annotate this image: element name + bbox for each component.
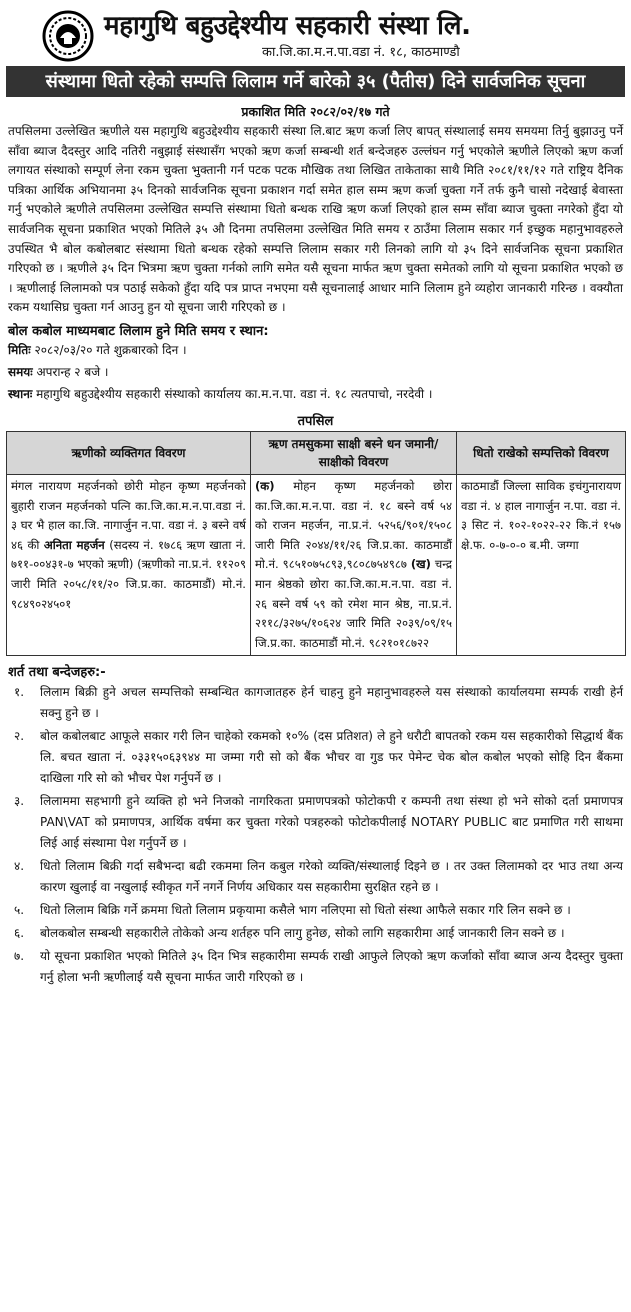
notice-body: तपसिलमा उल्लेखित ऋणीले यस महागुथि बहुउद्देश्यीय सहकारी संस्था लि.बाट ऋण कर्जा लिए बापत् संस्थालाई समय समयमा तिर्नु बुझाउनु पर्ने साँवा ब्याज दैदस्तुर आदि नतिरी नबुझाई संस्थासँग भएको ऋण कर्जा सम्बन्धी शर्त बन्देजहरु उल्लंघन गर्नु भएकोले ऋणीले लिएको ऋण कर्जा लगायत संस्थाको सम्पूर्ण लेना रकम चुक्ता भुक्तानी गर्न पटक पटक मौखिक तथा लिखित ताकेताका साथै मिति २०८१/११/१२ गते राष्ट्रिय दैनिक पत्रिका आर्थिक अभियानमा ३५ दिनको सार्वजनिक सूचना प्रकाशन गर्दा समेत हाल सम्म ऋण कर्जा चुक्ता गर्ने तर्फ कुनै चासो नदेखाई बेवास्ता गर्नु भएकोले ऋणीले तपसिलमा उल्लेखित सम्पत्ति संस्थामा धितो बन्धक राखि ऋण कर्जा लिएको हाल सम्म साँवा ब्याज चुक्ता नगरेको हुँदा यो सार्वजनिक सूचना प्रकाशित भएको मितिले ३५ औ दिनमा तपसिलमा उल्लेखित मिति समय र ठाउँमा लिलाम सकार गर्न इच्छुक महानुभावहरुले उपस्थित भै बोल कबोलबाट संस्थामा धितो बन्धक रहेको सम्पत्ति लिलाम सकार गरी लिनको लागि यो ३५ दिने सार्वजनिक सूचना प्रकाशित गरिएको छ । ऋणीले ३५ दिन भित्रमा ऋण चुक्ता गर्नको लागि समेत यसै सूचना मार्फत ऋण चुक्ता समेतको लागि यो सूचना प्रकाशित भएको छ । ऋणीलाई लिलामको पत्र पठाई सकेको हुँदा यदि पत्र प्राप्त नभएमा यसै सूचनालाई आधार मानि लिलाम हुने व्यहोरा जानकारी गरिन्छ । वक्यौता रकम यथासिघ्र चुक्ता गर्न आउनु हुन यो सूचना जारी गरिएको छ । bbox=[8, 124, 623, 315]
term-number: ३. bbox=[14, 794, 25, 809]
auction-place-label: स्थानः bbox=[8, 386, 33, 401]
term-text: धितो लिलाम बिक्री गर्दा सबैभन्दा बढी रकममा लिन कबुल गरेको व्यक्ति/संस्थालाई दिइने छ । तर उक्त लिलामको दर भाउ तथा अन्य कारण खुलाई वा नखुलाई स्वीकृत गर्ने नगर्ने निर्णय अधिकार यस सहकारीमा सुरक्षित रहने छ । bbox=[40, 859, 623, 895]
term-text: धितो लिलाम बिक्रि गर्ने क्रममा धितो लिलाम प्रकृयामा कसैले भाग नलिएमा सो धितो संस्था आफैले सकार गरि लिन सक्ने छ । bbox=[40, 903, 571, 918]
auction-time bbox=[8, 361, 623, 383]
cooperative-logo-icon bbox=[42, 10, 94, 62]
list-item bbox=[6, 682, 625, 724]
auction-time-label: समयः bbox=[8, 364, 33, 379]
term-text: बोल कबोलबाट आफूले सकार गरी लिन चाहेको रकमको १०% (दस प्रतिशत) ले हुने धरौटी बापतको रकम यस सहकारीको सिद्धार्थ बैंक लि. बचत खाता नं. ०३३१५०६३९४४ मा जम्मा गरी सो को बैंक भौचर वा गुड फर पेमेन्ट चेक बोल कबोल भएको सोहि दिन बैंकमा दाखिला गरि सो को भौचर पेश गर्नुपर्ने छ । bbox=[40, 729, 623, 786]
term-number: ५. bbox=[14, 903, 25, 918]
table-row bbox=[7, 474, 626, 655]
auction-place-value: महागुथि बहुउद्देश्यीय सहकारी संस्थाको कार्यालय का.म.न.पा. वडा नं. १८ त्यतपाचो, नरदेवी । bbox=[36, 386, 433, 401]
guarantor-a-label: (क) bbox=[255, 478, 275, 493]
term-number: ४. bbox=[14, 859, 25, 874]
column-header: ऋणीको व्यक्तिगत विवरण bbox=[7, 431, 251, 474]
auction-section-title: बोल कबोल माध्यमबाट लिलाम हुने मिति समय र स्थान: bbox=[8, 323, 269, 339]
list-item bbox=[6, 791, 625, 854]
term-text: लिलाम बिक्री हुने अचल सम्पत्तिको सम्बन्धित कागजातहरु हेर्न चाहनु हुने महानुभावहरुले यस संस्थाको कार्यालयमा सम्पर्क राखी हेर्न सक्नु हुने छ । bbox=[40, 685, 623, 721]
list-item bbox=[6, 900, 625, 921]
terms-list bbox=[6, 682, 625, 988]
term-text: यो सूचना प्रकाशित भएको मितिले ३५ दिन भित्र सहकारीमा सम्पर्क राखी आफुले लिएको ऋण कर्जाको साँवा ब्याज अन्य दैदस्तुर चुक्ता गर्नु होला भनी ऋणीलाई यसै सूचना मार्फत जारी गरिएको छ । bbox=[40, 949, 623, 985]
list-item bbox=[6, 946, 625, 988]
term-number: २. bbox=[14, 729, 25, 744]
list-item bbox=[6, 856, 625, 898]
list-item bbox=[6, 923, 625, 944]
list-item bbox=[6, 726, 625, 789]
auction-date-value: २०८२/०३/२० गते शुक्रबारको दिन । bbox=[34, 342, 187, 357]
term-text: बोलकबोल सम्बन्धी सहकारीले तोकेको अन्य शर्तहरु पनि लागु हुनेछ, सोको लागि सहकारीमा आई जानकारी लिन सक्ने छ । bbox=[40, 926, 565, 941]
borrower-details bbox=[7, 474, 251, 655]
notice-title: संस्थामा धितो रहेको सम्पत्ति लिलाम गर्ने बारेको ३५ (पैतीस) दिने सार्वजनिक सूचना bbox=[6, 66, 625, 97]
organization-address: का.जि.का.म.न.पा.वडा नं. १८, काठमाण्डौ bbox=[262, 45, 460, 60]
term-number: ७. bbox=[14, 949, 25, 964]
borrower-details-text: (सदस्य नं. १७८६ ऋण खाता नं. ७११-००४३१-७ भएको ऋणी) (ऋणीको ना.प्र.नं. ११२०९ जारी मिति २०५८/११/२० जि.प्र.का. काठमाडौं) मो.नं. ९८४९०२४५०१ bbox=[11, 537, 246, 611]
term-text: लिलाममा सहभागी हुने व्यक्ति हो भने निजको नागरिकता प्रमाणपत्रको फोटोकपी र कम्पनी तथा संस्था हो भने सोको दर्ता प्रमाणपत्र PAN\VAT को प्रमाणपत्र, आर्थिक वर्षमा कर चुक्ता गरेको पत्रहरुको फोटोकपीलाई NOTARY PUBLIC बाट प्रमाणित गरी साथमा लिई आई संस्थामा पेश गर्नुपर्ने छ । bbox=[40, 794, 623, 851]
column-header: ऋण तमसुकमा साक्षी बस्ने धन जमानी/साक्षीको विवरण bbox=[251, 431, 457, 474]
term-number: १. bbox=[14, 685, 25, 700]
guarantor-details bbox=[251, 474, 457, 655]
header bbox=[6, 4, 625, 66]
organization-name: महागुथि बहुउद्देश्यीय सहकारी संस्था लि. bbox=[104, 11, 471, 41]
guarantor-b-label: (ख) bbox=[410, 557, 431, 572]
guarantor-b-text: चन्द्र मान श्रेष्ठको छोरा का.जि.का.म.न.पा. वडा नं. २६ बस्ने वर्ष ५९ को रमेश मान श्रेष्ठ, ना.प्र.नं. २११८/३२७५/१०६२४ जारि मिति २०३९/०९/१५ जि.प्र.का. काठमाडौं मो.नं. ९८२१०१८७२२ bbox=[255, 557, 452, 650]
table-caption: तपसिल bbox=[297, 413, 334, 429]
auction-place bbox=[8, 383, 623, 405]
details-table bbox=[6, 431, 626, 656]
auction-date-label: मितिः bbox=[8, 342, 31, 357]
property-details: काठमाडौं जिल्ला साविक इचंगुनारायण वडा नं. ४ हाल नागार्जुन न.पा. वडा नं. ३ सिट नं. १०२-१०२२-२२ कि.नं १५७ क्षे.फ. ०-७-०-० ब.मी. जग्गा bbox=[457, 474, 626, 655]
term-number: ६. bbox=[14, 926, 25, 941]
published-date: प्रकाशित मिति २०८२/०२/१७ गते bbox=[241, 104, 390, 119]
auction-date bbox=[8, 339, 623, 361]
borrower-name: अनिता महर्जन bbox=[43, 537, 105, 552]
terms-title: शर्त तथा बन्देजहरु:- bbox=[8, 665, 106, 681]
guarantor-a-text: मोहन कृष्ण महर्जनको छोरा का.जि.का.म.न.पा. वडा नं. १८ बस्ने वर्ष ५४ को राजन महर्जन, ना.प्र.नं. ५२५६/९०१/१५०८ जारी मिति २०४४/११/२६ जि.प्र.का. काठमाडौं मो.नं. ९८५१०७५८९३,९८०८७५४९८७ bbox=[255, 478, 452, 572]
table-header-row bbox=[7, 431, 626, 474]
column-header: धितो राखेको सम्पत्तिको विवरण bbox=[457, 431, 626, 474]
auction-time-value: अपरान्ह २ बजे । bbox=[36, 364, 109, 379]
borrower-details-text: मंगल नारायण महर्जनको छोरी मोहन कृष्ण महर्जनको बुहारी राजन महर्जनको पत्नि का.जि.का.म.न.पा.वडा नं. ३ घर भै हाल का.जि. नागार्जुन न.पा. वडा नं. ३ बस्ने वर्ष ४६ की bbox=[11, 478, 246, 552]
